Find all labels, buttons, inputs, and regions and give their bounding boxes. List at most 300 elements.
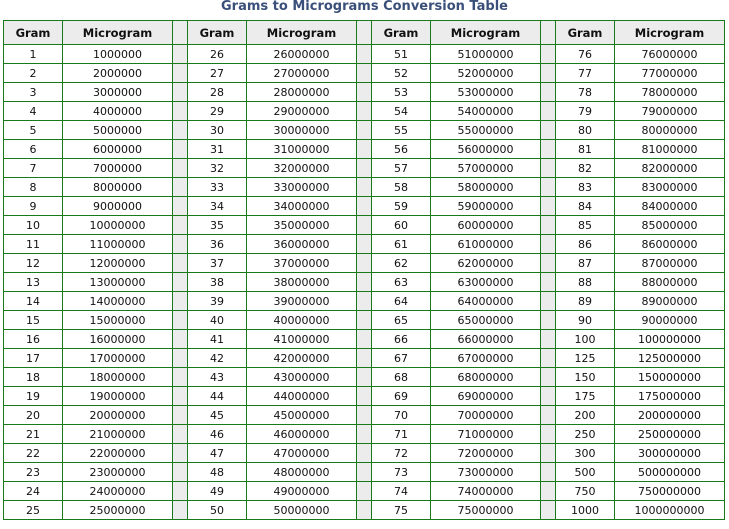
column-separator — [357, 501, 372, 520]
column-separator — [541, 254, 556, 273]
gram-cell: 30 — [188, 121, 247, 140]
gram-cell: 76 — [556, 45, 615, 64]
column-separator — [541, 444, 556, 463]
table-row — [4, 45, 725, 64]
column-separator — [357, 197, 372, 216]
microgram-cell: 55000000 — [431, 121, 541, 140]
column-separator — [541, 83, 556, 102]
column-separator — [357, 254, 372, 273]
gram-cell: 6 — [4, 140, 63, 159]
column-separator — [357, 159, 372, 178]
gram-cell: 73 — [372, 463, 431, 482]
gram-header: Gram — [372, 21, 431, 45]
microgram-cell: 200000000 — [615, 406, 725, 425]
microgram-cell: 5000000 — [63, 121, 173, 140]
table-row — [4, 273, 725, 292]
column-separator — [357, 216, 372, 235]
column-separator — [541, 45, 556, 64]
column-separator — [173, 235, 188, 254]
column-separator — [173, 45, 188, 64]
microgram-cell: 59000000 — [431, 197, 541, 216]
column-separator — [173, 83, 188, 102]
column-separator — [173, 406, 188, 425]
table-body — [4, 45, 725, 520]
gram-cell: 57 — [372, 159, 431, 178]
gram-cell: 39 — [188, 292, 247, 311]
microgram-cell: 88000000 — [615, 273, 725, 292]
microgram-cell: 37000000 — [247, 254, 357, 273]
microgram-cell: 69000000 — [431, 387, 541, 406]
column-separator — [541, 292, 556, 311]
microgram-cell: 12000000 — [63, 254, 173, 273]
column-separator — [173, 330, 188, 349]
microgram-cell: 44000000 — [247, 387, 357, 406]
microgram-cell: 67000000 — [431, 349, 541, 368]
gram-cell: 29 — [188, 102, 247, 121]
microgram-cell: 83000000 — [615, 178, 725, 197]
microgram-cell: 57000000 — [431, 159, 541, 178]
column-separator — [357, 21, 372, 45]
microgram-cell: 72000000 — [431, 444, 541, 463]
column-separator — [541, 64, 556, 83]
microgram-cell: 25000000 — [63, 501, 173, 520]
table-row — [4, 349, 725, 368]
microgram-cell: 58000000 — [431, 178, 541, 197]
column-separator — [173, 64, 188, 83]
column-separator — [541, 159, 556, 178]
microgram-cell: 82000000 — [615, 159, 725, 178]
gram-header: Gram — [4, 21, 63, 45]
microgram-cell: 2000000 — [63, 64, 173, 83]
gram-cell: 46 — [188, 425, 247, 444]
column-separator — [541, 311, 556, 330]
column-separator — [541, 21, 556, 45]
microgram-cell: 81000000 — [615, 140, 725, 159]
microgram-cell: 51000000 — [431, 45, 541, 64]
table-row — [4, 387, 725, 406]
table-row — [4, 368, 725, 387]
table-row — [4, 178, 725, 197]
gram-cell: 47 — [188, 444, 247, 463]
gram-cell: 64 — [372, 292, 431, 311]
microgram-cell: 16000000 — [63, 330, 173, 349]
column-separator — [541, 178, 556, 197]
column-separator — [173, 102, 188, 121]
column-separator — [541, 425, 556, 444]
microgram-cell: 64000000 — [431, 292, 541, 311]
column-separator — [357, 463, 372, 482]
microgram-cell: 32000000 — [247, 159, 357, 178]
column-separator — [173, 463, 188, 482]
microgram-cell: 30000000 — [247, 121, 357, 140]
header-row — [4, 21, 725, 45]
gram-cell: 86 — [556, 235, 615, 254]
gram-cell: 41 — [188, 330, 247, 349]
column-separator — [173, 216, 188, 235]
microgram-cell: 34000000 — [247, 197, 357, 216]
gram-cell: 69 — [372, 387, 431, 406]
microgram-cell: 31000000 — [247, 140, 357, 159]
gram-cell: 26 — [188, 45, 247, 64]
table-row — [4, 254, 725, 273]
table-row — [4, 216, 725, 235]
column-separator — [173, 349, 188, 368]
column-separator — [541, 197, 556, 216]
microgram-cell: 61000000 — [431, 235, 541, 254]
gram-cell: 37 — [188, 254, 247, 273]
column-separator — [541, 330, 556, 349]
column-separator — [541, 121, 556, 140]
gram-cell: 16 — [4, 330, 63, 349]
gram-cell: 500 — [556, 463, 615, 482]
column-separator — [173, 387, 188, 406]
table-row — [4, 83, 725, 102]
gram-cell: 2 — [4, 64, 63, 83]
table-row — [4, 463, 725, 482]
microgram-cell: 11000000 — [63, 235, 173, 254]
table-row — [4, 140, 725, 159]
gram-cell: 89 — [556, 292, 615, 311]
gram-cell: 44 — [188, 387, 247, 406]
microgram-cell: 84000000 — [615, 197, 725, 216]
column-separator — [357, 102, 372, 121]
microgram-cell: 39000000 — [247, 292, 357, 311]
gram-cell: 90 — [556, 311, 615, 330]
gram-cell: 9 — [4, 197, 63, 216]
gram-cell: 25 — [4, 501, 63, 520]
gram-cell: 75 — [372, 501, 431, 520]
microgram-cell: 175000000 — [615, 387, 725, 406]
microgram-cell: 100000000 — [615, 330, 725, 349]
microgram-cell: 90000000 — [615, 311, 725, 330]
microgram-cell: 20000000 — [63, 406, 173, 425]
gram-cell: 14 — [4, 292, 63, 311]
microgram-cell: 70000000 — [431, 406, 541, 425]
column-separator — [173, 140, 188, 159]
gram-cell: 56 — [372, 140, 431, 159]
gram-cell: 300 — [556, 444, 615, 463]
gram-cell: 1 — [4, 45, 63, 64]
gram-cell: 68 — [372, 368, 431, 387]
gram-cell: 3 — [4, 83, 63, 102]
gram-cell: 42 — [188, 349, 247, 368]
microgram-cell: 36000000 — [247, 235, 357, 254]
gram-header: Gram — [556, 21, 615, 45]
column-separator — [357, 292, 372, 311]
table-row — [4, 406, 725, 425]
microgram-cell: 19000000 — [63, 387, 173, 406]
gram-cell: 79 — [556, 102, 615, 121]
microgram-cell: 125000000 — [615, 349, 725, 368]
microgram-cell: 87000000 — [615, 254, 725, 273]
table-row — [4, 235, 725, 254]
page-title: Grams to Micrograms Conversion Table — [221, 0, 508, 14]
microgram-header: Microgram — [63, 21, 173, 45]
microgram-cell: 65000000 — [431, 311, 541, 330]
gram-cell: 150 — [556, 368, 615, 387]
microgram-cell: 73000000 — [431, 463, 541, 482]
gram-cell: 70 — [372, 406, 431, 425]
table-row — [4, 121, 725, 140]
gram-cell: 54 — [372, 102, 431, 121]
gram-cell: 4 — [4, 102, 63, 121]
column-separator — [357, 121, 372, 140]
gram-cell: 87 — [556, 254, 615, 273]
microgram-cell: 13000000 — [63, 273, 173, 292]
gram-cell: 10 — [4, 216, 63, 235]
microgram-cell: 250000000 — [615, 425, 725, 444]
gram-cell: 45 — [188, 406, 247, 425]
microgram-cell: 89000000 — [615, 292, 725, 311]
column-separator — [357, 311, 372, 330]
gram-cell: 52 — [372, 64, 431, 83]
gram-cell: 8 — [4, 178, 63, 197]
gram-cell: 750 — [556, 482, 615, 501]
microgram-header: Microgram — [247, 21, 357, 45]
microgram-cell: 10000000 — [63, 216, 173, 235]
microgram-cell: 53000000 — [431, 83, 541, 102]
gram-cell: 35 — [188, 216, 247, 235]
column-separator — [541, 235, 556, 254]
gram-cell: 82 — [556, 159, 615, 178]
column-separator — [173, 178, 188, 197]
microgram-header: Microgram — [431, 21, 541, 45]
column-separator — [541, 482, 556, 501]
gram-cell: 11 — [4, 235, 63, 254]
gram-cell: 23 — [4, 463, 63, 482]
column-separator — [173, 501, 188, 520]
microgram-cell: 27000000 — [247, 64, 357, 83]
table-row — [4, 482, 725, 501]
microgram-cell: 38000000 — [247, 273, 357, 292]
microgram-cell: 18000000 — [63, 368, 173, 387]
gram-cell: 38 — [188, 273, 247, 292]
table-row — [4, 330, 725, 349]
column-separator — [173, 482, 188, 501]
column-separator — [173, 121, 188, 140]
column-separator — [357, 368, 372, 387]
microgram-cell: 52000000 — [431, 64, 541, 83]
column-separator — [357, 140, 372, 159]
column-separator — [357, 387, 372, 406]
column-separator — [541, 140, 556, 159]
table-row — [4, 64, 725, 83]
microgram-cell: 41000000 — [247, 330, 357, 349]
microgram-cell: 62000000 — [431, 254, 541, 273]
gram-cell: 36 — [188, 235, 247, 254]
microgram-cell: 45000000 — [247, 406, 357, 425]
gram-cell: 77 — [556, 64, 615, 83]
microgram-cell: 86000000 — [615, 235, 725, 254]
column-separator — [541, 349, 556, 368]
microgram-cell: 56000000 — [431, 140, 541, 159]
gram-cell: 61 — [372, 235, 431, 254]
microgram-cell: 22000000 — [63, 444, 173, 463]
column-separator — [173, 197, 188, 216]
gram-cell: 250 — [556, 425, 615, 444]
gram-cell: 81 — [556, 140, 615, 159]
gram-cell: 43 — [188, 368, 247, 387]
table-row — [4, 311, 725, 330]
column-separator — [173, 368, 188, 387]
column-separator — [173, 21, 188, 45]
gram-cell: 34 — [188, 197, 247, 216]
gram-cell: 58 — [372, 178, 431, 197]
microgram-cell: 1000000000 — [615, 501, 725, 520]
gram-cell: 63 — [372, 273, 431, 292]
column-separator — [357, 45, 372, 64]
column-separator — [173, 254, 188, 273]
gram-cell: 175 — [556, 387, 615, 406]
gram-header: Gram — [188, 21, 247, 45]
microgram-cell: 35000000 — [247, 216, 357, 235]
gram-cell: 27 — [188, 64, 247, 83]
column-separator — [541, 368, 556, 387]
gram-cell: 51 — [372, 45, 431, 64]
microgram-cell: 49000000 — [247, 482, 357, 501]
gram-cell: 83 — [556, 178, 615, 197]
microgram-cell: 48000000 — [247, 463, 357, 482]
gram-cell: 40 — [188, 311, 247, 330]
microgram-cell: 66000000 — [431, 330, 541, 349]
microgram-cell: 500000000 — [615, 463, 725, 482]
gram-cell: 49 — [188, 482, 247, 501]
gram-cell: 72 — [372, 444, 431, 463]
gram-cell: 50 — [188, 501, 247, 520]
gram-cell: 5 — [4, 121, 63, 140]
gram-cell: 31 — [188, 140, 247, 159]
gram-cell: 17 — [4, 349, 63, 368]
microgram-cell: 17000000 — [63, 349, 173, 368]
column-separator — [541, 102, 556, 121]
conversion-table — [3, 20, 725, 520]
microgram-cell: 7000000 — [63, 159, 173, 178]
column-separator — [541, 273, 556, 292]
gram-cell: 20 — [4, 406, 63, 425]
microgram-cell: 750000000 — [615, 482, 725, 501]
column-separator — [357, 235, 372, 254]
column-separator — [541, 387, 556, 406]
gram-cell: 125 — [556, 349, 615, 368]
microgram-cell: 8000000 — [63, 178, 173, 197]
gram-cell: 60 — [372, 216, 431, 235]
table-row — [4, 501, 725, 520]
microgram-cell: 33000000 — [247, 178, 357, 197]
microgram-cell: 75000000 — [431, 501, 541, 520]
gram-cell: 48 — [188, 463, 247, 482]
microgram-cell: 78000000 — [615, 83, 725, 102]
microgram-cell: 74000000 — [431, 482, 541, 501]
gram-cell: 71 — [372, 425, 431, 444]
table-row — [4, 425, 725, 444]
column-separator — [357, 64, 372, 83]
column-separator — [541, 406, 556, 425]
column-separator — [173, 292, 188, 311]
column-separator — [173, 444, 188, 463]
gram-cell: 55 — [372, 121, 431, 140]
gram-cell: 32 — [188, 159, 247, 178]
gram-cell: 88 — [556, 273, 615, 292]
microgram-cell: 29000000 — [247, 102, 357, 121]
microgram-cell: 76000000 — [615, 45, 725, 64]
microgram-cell: 63000000 — [431, 273, 541, 292]
column-separator — [357, 83, 372, 102]
table-row — [4, 197, 725, 216]
column-separator — [357, 425, 372, 444]
gram-cell: 53 — [372, 83, 431, 102]
microgram-cell: 68000000 — [431, 368, 541, 387]
microgram-cell: 26000000 — [247, 45, 357, 64]
column-separator — [173, 159, 188, 178]
gram-cell: 80 — [556, 121, 615, 140]
gram-cell: 62 — [372, 254, 431, 273]
gram-cell: 100 — [556, 330, 615, 349]
gram-cell: 66 — [372, 330, 431, 349]
gram-cell: 7 — [4, 159, 63, 178]
microgram-cell: 85000000 — [615, 216, 725, 235]
microgram-cell: 47000000 — [247, 444, 357, 463]
microgram-cell: 79000000 — [615, 102, 725, 121]
gram-cell: 200 — [556, 406, 615, 425]
gram-cell: 67 — [372, 349, 431, 368]
column-separator — [173, 273, 188, 292]
gram-cell: 24 — [4, 482, 63, 501]
table-row — [4, 159, 725, 178]
column-separator — [357, 406, 372, 425]
column-separator — [173, 425, 188, 444]
gram-cell: 28 — [188, 83, 247, 102]
microgram-cell: 24000000 — [63, 482, 173, 501]
microgram-cell: 21000000 — [63, 425, 173, 444]
gram-cell: 33 — [188, 178, 247, 197]
table-row — [4, 292, 725, 311]
microgram-cell: 77000000 — [615, 64, 725, 83]
column-separator — [357, 330, 372, 349]
microgram-cell: 54000000 — [431, 102, 541, 121]
microgram-cell: 40000000 — [247, 311, 357, 330]
microgram-cell: 28000000 — [247, 83, 357, 102]
microgram-cell: 43000000 — [247, 368, 357, 387]
microgram-cell: 1000000 — [63, 45, 173, 64]
gram-cell: 21 — [4, 425, 63, 444]
microgram-cell: 150000000 — [615, 368, 725, 387]
microgram-cell: 300000000 — [615, 444, 725, 463]
column-separator — [357, 349, 372, 368]
gram-cell: 13 — [4, 273, 63, 292]
gram-cell: 59 — [372, 197, 431, 216]
microgram-cell: 42000000 — [247, 349, 357, 368]
microgram-cell: 3000000 — [63, 83, 173, 102]
column-separator — [541, 463, 556, 482]
microgram-cell: 15000000 — [63, 311, 173, 330]
column-separator — [541, 216, 556, 235]
column-separator — [357, 482, 372, 501]
gram-cell: 65 — [372, 311, 431, 330]
column-separator — [357, 444, 372, 463]
column-separator — [357, 178, 372, 197]
gram-cell: 74 — [372, 482, 431, 501]
gram-cell: 18 — [4, 368, 63, 387]
microgram-cell: 50000000 — [247, 501, 357, 520]
microgram-header: Microgram — [615, 21, 725, 45]
gram-cell: 85 — [556, 216, 615, 235]
microgram-cell: 60000000 — [431, 216, 541, 235]
microgram-cell: 23000000 — [63, 463, 173, 482]
gram-cell: 19 — [4, 387, 63, 406]
gram-cell: 1000 — [556, 501, 615, 520]
column-separator — [173, 311, 188, 330]
column-separator — [357, 273, 372, 292]
